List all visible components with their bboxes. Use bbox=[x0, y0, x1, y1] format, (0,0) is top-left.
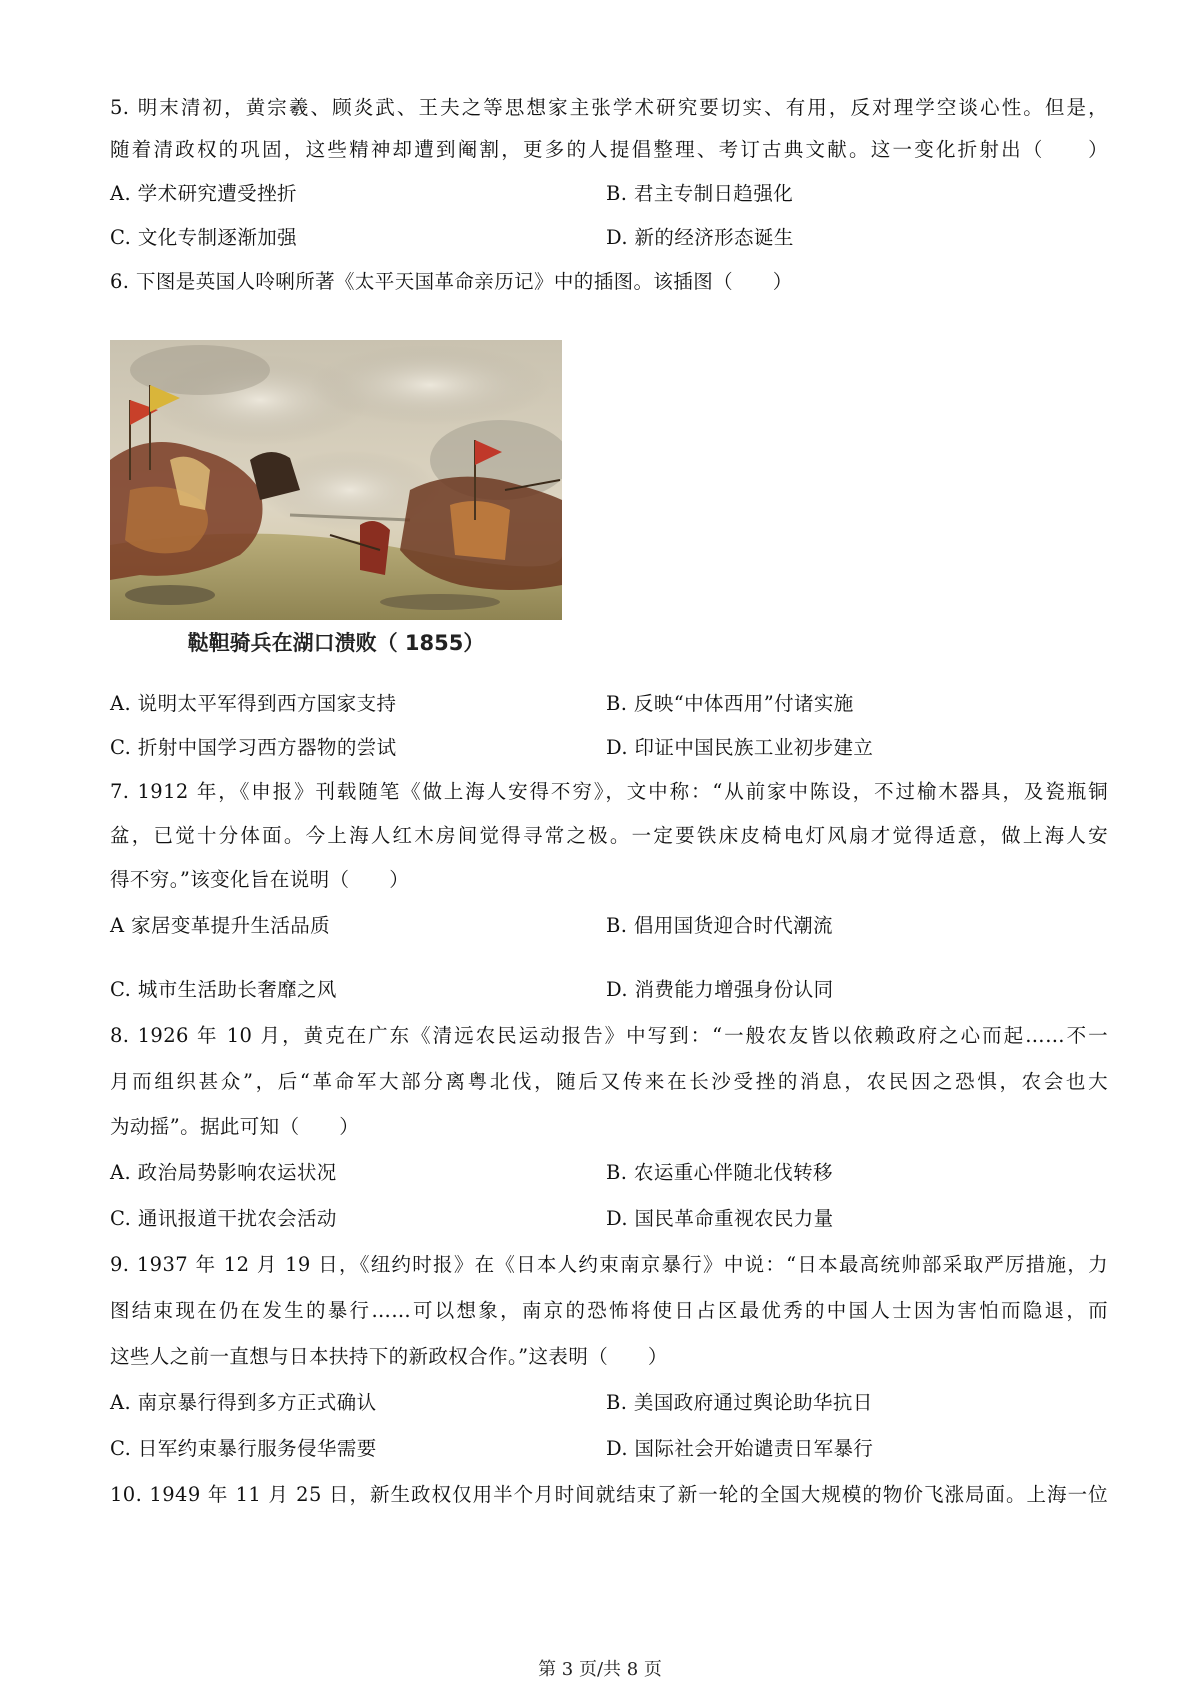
q7-option-b: B. 倡用国货迎合时代潮流 bbox=[606, 914, 833, 937]
q8-option-a: A. 政治局势影响农运状况 bbox=[110, 1161, 337, 1184]
q6-option-a: A. 说明太平军得到西方国家支持 bbox=[110, 692, 397, 715]
q7-stem-line-2: 盆，已觉十分体面。今上海人红木房间觉得寻常之极。一定要铁床皮椅电灯风扇才觉得适意，做上海人安 bbox=[110, 824, 1108, 847]
q5-option-c: C. 文化专制逐渐加强 bbox=[110, 226, 298, 249]
q5-option-d: D. 新的经济形态诞生 bbox=[606, 226, 794, 249]
q8-option-c: C. 通讯报道干扰农会活动 bbox=[110, 1207, 337, 1230]
q8-option-b: B. 农运重心伴随北伐转移 bbox=[606, 1161, 833, 1184]
q9-stem-line-2: 图结束现在仍在发生的暴行……可以想象，南京的恐怖将使日占区最优秀的中国人士因为害怕而隐退，而 bbox=[110, 1299, 1108, 1322]
q5-option-a: A. 学术研究遭受挫折 bbox=[110, 182, 297, 205]
q7-option-c: C. 城市生活助长奢靡之风 bbox=[110, 978, 337, 1001]
q6-stem-line-1: 6. 下图是英国人呤唎所著《太平天国革命亲历记》中的插图。该插图（ ） bbox=[110, 270, 793, 293]
figure-caption: 鞑靼骑兵在湖口溃败（ 1855） bbox=[187, 631, 485, 655]
q9-option-d: D. 国际社会开始谴责日军暴行 bbox=[606, 1437, 874, 1460]
q8-option-d: D. 国民革命重视农民力量 bbox=[606, 1207, 834, 1230]
q6-option-b: B. 反映“中体西用”付诸实施 bbox=[606, 692, 854, 715]
q6-option-d: D. 印证中国民族工业初步建立 bbox=[606, 736, 874, 759]
q9-option-a: A. 南京暴行得到多方正式确认 bbox=[110, 1391, 377, 1414]
q6-option-c: C. 折射中国学习西方器物的尝试 bbox=[110, 736, 397, 759]
q9-stem-line-1: 9. 1937 年 12 月 19 日，《纽约时报》在《日本人约束南京暴行》中说：“日本最高统帅部采取严厉措施，力 bbox=[110, 1253, 1108, 1276]
q7-option-d: D. 消费能力增强身份认同 bbox=[606, 978, 834, 1001]
q5-stem-line-2: 随着清政权的巩固，这些精神却遭到阉割，更多的人提倡整理、考订古典文献。这一变化折射出（ ） bbox=[110, 138, 1108, 161]
q9-option-c: C. 日军约束暴行服务侵华需要 bbox=[110, 1437, 377, 1460]
q9-option-b: B. 美国政府通过舆论助华抗日 bbox=[606, 1391, 873, 1414]
page-number-footer: 第 3 页/共 8 页 bbox=[538, 1659, 662, 1680]
q8-stem-line-3: 为动摇”。据此可知（ ） bbox=[110, 1115, 360, 1138]
q5-option-b: B. 君主专制日趋强化 bbox=[606, 182, 794, 205]
q7-stem-line-3: 得不穷。”该变化旨在说明（ ） bbox=[110, 868, 410, 891]
q9-stem-line-3: 这些人之前一直想与日本扶持下的新政权合作。”这表明（ ） bbox=[110, 1345, 668, 1368]
q7-stem-line-1: 7. 1912 年，《申报》刊载随笔《做上海人安得不穷》，文中称：“从前家中陈设，不过榆木器具，及瓷瓶铜 bbox=[110, 780, 1108, 803]
battle-illustration bbox=[110, 340, 562, 620]
q8-stem-line-2: 月而组织甚众”，后“革命军大部分离粤北伐，随后又传来在长沙受挫的消息，农民因之恐惧，农会也大 bbox=[110, 1070, 1108, 1093]
q5-stem-line-1: 5. 明末清初，黄宗羲、顾炎武、王夫之等思想家主张学术研究要切实、有用，反对理学空谈心性。但是， bbox=[110, 96, 1108, 119]
q10-stem-line-1: 10. 1949 年 11 月 25 日，新生政权仅用半个月时间就结束了新一轮的全国大规模的物价飞涨局面。上海一位 bbox=[110, 1483, 1108, 1506]
q8-stem-line-1: 8. 1926 年 10 月，黄克在广东《清远农民运动报告》中写到：“一般农友皆以依赖政府之心而起……不一 bbox=[110, 1024, 1108, 1047]
q7-option-a: A 家居变革提升生活品质 bbox=[110, 914, 331, 937]
